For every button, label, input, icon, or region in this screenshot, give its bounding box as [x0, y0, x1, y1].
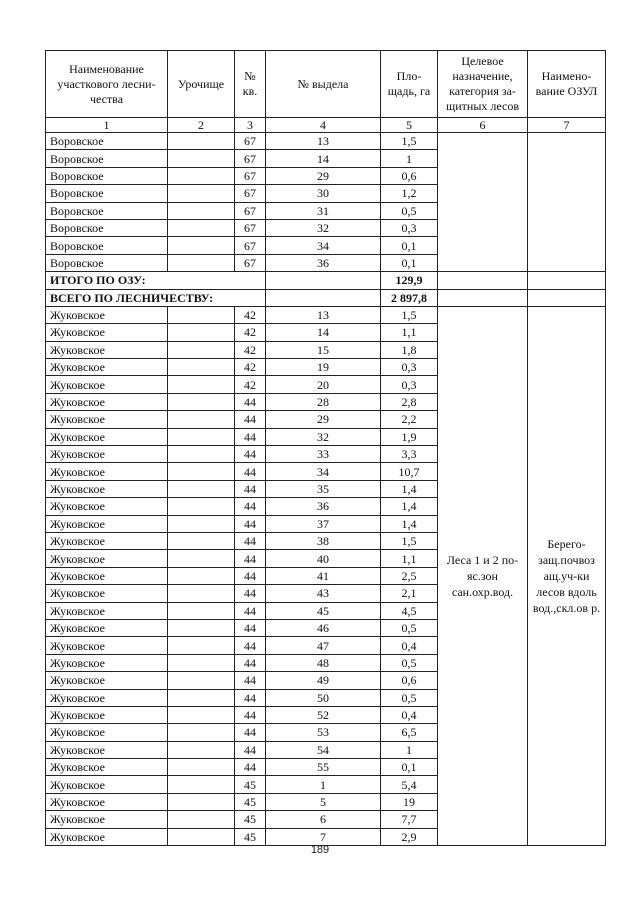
cell-plot: 13 [266, 306, 381, 323]
cell-plot: 36 [266, 254, 381, 271]
cell-area: 2,5 [381, 567, 438, 584]
cell-area: 0,6 [381, 672, 438, 689]
cell-plot: 43 [266, 585, 381, 602]
cell-quarter: 44 [235, 393, 266, 410]
cell-quarter: 44 [235, 706, 266, 723]
cell-tract [168, 202, 235, 219]
cell-plot: 7 [266, 828, 381, 845]
cell-quarter: 44 [235, 759, 266, 776]
cell-tract [168, 532, 235, 549]
cell-tract [168, 237, 235, 254]
cell-forestry: Воровское [46, 254, 168, 271]
cell-quarter: 67 [235, 237, 266, 254]
cell-area: 0,6 [381, 167, 438, 184]
cell-quarter: 44 [235, 428, 266, 445]
column-number: 4 [266, 118, 381, 133]
cell-plot: 14 [266, 324, 381, 341]
cell-forestry: Жуковское [46, 741, 168, 758]
cell-forestry: Жуковское [46, 811, 168, 828]
cell-plot: 30 [266, 185, 381, 202]
cell-tract [168, 776, 235, 793]
cell-plot: 20 [266, 376, 381, 393]
cell-tract [168, 828, 235, 845]
cell-plot: 34 [266, 237, 381, 254]
cell-quarter: 44 [235, 724, 266, 741]
cell-quarter: 44 [235, 446, 266, 463]
cell-area: 10,7 [381, 463, 438, 480]
cell-tract [168, 219, 235, 236]
cell-forestry: Жуковское [46, 376, 168, 393]
cell-area: 2,9 [381, 828, 438, 845]
cell-area: 0,5 [381, 689, 438, 706]
cell-plot: 13 [266, 133, 381, 150]
cell-quarter: 42 [235, 341, 266, 358]
cell-area: 1,5 [381, 532, 438, 549]
cell-plot: 49 [266, 672, 381, 689]
cell-area: 0,5 [381, 202, 438, 219]
cell-tract [168, 167, 235, 184]
cell-tract [168, 480, 235, 497]
cell-plot: 52 [266, 706, 381, 723]
cell-plot: 41 [266, 567, 381, 584]
cell-tract [168, 376, 235, 393]
cell-tract [168, 585, 235, 602]
cell-area: 0,3 [381, 219, 438, 236]
cell-quarter: 67 [235, 150, 266, 167]
cell-plot: 32 [266, 219, 381, 236]
cell-forestry: Жуковское [46, 793, 168, 810]
cell-tract [168, 706, 235, 723]
cell-tract [168, 602, 235, 619]
cell-empty [438, 289, 528, 306]
cell-tract [168, 428, 235, 445]
cell-tract [168, 654, 235, 671]
cell-quarter: 67 [235, 254, 266, 271]
cell-forestry: Жуковское [46, 689, 168, 706]
cell-empty [528, 272, 606, 289]
cell-forestry: Воровское [46, 133, 168, 150]
cell-quarter: 67 [235, 185, 266, 202]
cell-quarter: 44 [235, 654, 266, 671]
cell-plot: 6 [266, 811, 381, 828]
cell-plot: 15 [266, 341, 381, 358]
cell-forestry: Жуковское [46, 324, 168, 341]
cell-forestry: Жуковское [46, 463, 168, 480]
cell-tract [168, 341, 235, 358]
cell-area: 7,7 [381, 811, 438, 828]
cell-area: 1,8 [381, 341, 438, 358]
cell-plot: 1 [266, 776, 381, 793]
cell-empty [266, 272, 381, 289]
cell-plot: 28 [266, 393, 381, 410]
cell-area: 5,4 [381, 776, 438, 793]
cell-tract [168, 672, 235, 689]
cell-tract [168, 133, 235, 150]
cell-area: 1 [381, 150, 438, 167]
cell-forestry: Жуковское [46, 672, 168, 689]
total-row-ozu [46, 272, 606, 289]
cell-forestry: Воровское [46, 167, 168, 184]
cell-quarter: 44 [235, 637, 266, 654]
cell-tract [168, 793, 235, 810]
column-header-tract: Урочище [168, 51, 235, 118]
cell-area: 1 [381, 741, 438, 758]
cell-tract [168, 185, 235, 202]
cell-quarter: 44 [235, 689, 266, 706]
column-header-quarter: № кв. [235, 51, 266, 118]
cell-area: 1,4 [381, 515, 438, 532]
cell-tract [168, 515, 235, 532]
cell-quarter: 44 [235, 567, 266, 584]
table-row [46, 133, 606, 150]
cell-plot: 38 [266, 532, 381, 549]
cell-quarter: 67 [235, 167, 266, 184]
cell-area: 0,1 [381, 237, 438, 254]
total-value: 129,9 [381, 272, 438, 289]
cell-area: 0,4 [381, 706, 438, 723]
cell-plot: 31 [266, 202, 381, 219]
cell-quarter: 44 [235, 672, 266, 689]
cell-plot: 29 [266, 167, 381, 184]
total-label: ВСЕГО ПО ЛЕСНИЧЕСТВУ: [46, 289, 266, 306]
document-page [45, 50, 605, 846]
cell-area: 0,1 [381, 254, 438, 271]
column-header-ozul: Наимено-вание ОЗУЛ [528, 51, 606, 118]
cell-quarter: 42 [235, 359, 266, 376]
cell-quarter: 44 [235, 585, 266, 602]
cell-plot: 32 [266, 428, 381, 445]
cell-quarter: 44 [235, 498, 266, 515]
cell-forestry: Жуковское [46, 550, 168, 567]
cell-quarter: 44 [235, 515, 266, 532]
column-number-row [46, 118, 606, 133]
cell-forestry: Жуковское [46, 532, 168, 549]
cell-area: 1,5 [381, 133, 438, 150]
forest-register-table [45, 50, 606, 846]
cell-quarter: 42 [235, 324, 266, 341]
cell-plot: 45 [266, 602, 381, 619]
column-header-area: Пло-щадь, га [381, 51, 438, 118]
cell-area: 2,8 [381, 393, 438, 410]
cell-quarter: 44 [235, 550, 266, 567]
page-number: 189 [310, 844, 330, 856]
cell-purpose-merged [438, 133, 528, 272]
cell-plot: 47 [266, 637, 381, 654]
cell-area: 1,1 [381, 324, 438, 341]
cell-tract [168, 619, 235, 636]
cell-tract [168, 689, 235, 706]
cell-tract [168, 567, 235, 584]
cell-area: 0,3 [381, 359, 438, 376]
cell-forestry: Воровское [46, 237, 168, 254]
cell-forestry: Жуковское [46, 602, 168, 619]
cell-quarter: 42 [235, 306, 266, 323]
cell-forestry: Жуковское [46, 567, 168, 584]
cell-forestry: Жуковское [46, 480, 168, 497]
column-number: 3 [235, 118, 266, 133]
cell-quarter: 44 [235, 411, 266, 428]
cell-quarter: 45 [235, 776, 266, 793]
cell-quarter: 45 [235, 811, 266, 828]
table-row [46, 306, 606, 323]
cell-quarter: 45 [235, 793, 266, 810]
cell-area: 3,3 [381, 446, 438, 463]
cell-quarter: 44 [235, 463, 266, 480]
table-body [46, 133, 606, 846]
cell-quarter: 44 [235, 741, 266, 758]
cell-forestry: Жуковское [46, 359, 168, 376]
cell-tract [168, 324, 235, 341]
cell-forestry: Жуковское [46, 619, 168, 636]
cell-purpose-merged: Леса 1 и 2 по-яс.зон сан.охр.вод. [438, 306, 528, 845]
cell-tract [168, 498, 235, 515]
cell-forestry: Жуковское [46, 585, 168, 602]
cell-tract [168, 811, 235, 828]
cell-forestry: Жуковское [46, 306, 168, 323]
cell-tract [168, 254, 235, 271]
cell-area: 2,1 [381, 585, 438, 602]
cell-tract [168, 724, 235, 741]
cell-empty [266, 289, 381, 306]
cell-plot: 19 [266, 359, 381, 376]
cell-forestry: Воровское [46, 185, 168, 202]
column-header-forestry: Наименование участкового лесни-чества [46, 51, 168, 118]
cell-plot: 48 [266, 654, 381, 671]
cell-plot: 46 [266, 619, 381, 636]
cell-plot: 50 [266, 689, 381, 706]
cell-forestry: Жуковское [46, 393, 168, 410]
cell-plot: 14 [266, 150, 381, 167]
cell-area: 1,2 [381, 185, 438, 202]
cell-plot: 29 [266, 411, 381, 428]
cell-quarter: 44 [235, 602, 266, 619]
cell-area: 1,1 [381, 550, 438, 567]
cell-plot: 37 [266, 515, 381, 532]
cell-area: 0,5 [381, 619, 438, 636]
cell-quarter: 44 [235, 480, 266, 497]
cell-forestry: Жуковское [46, 498, 168, 515]
cell-tract [168, 411, 235, 428]
column-number: 1 [46, 118, 168, 133]
cell-forestry: Жуковское [46, 637, 168, 654]
cell-forestry: Воровское [46, 202, 168, 219]
column-header-purpose: Целевое назначение, категория за-щитных лесов [438, 51, 528, 118]
cell-area: 19 [381, 793, 438, 810]
cell-ozul-merged [528, 133, 606, 272]
cell-area: 1,9 [381, 428, 438, 445]
cell-area: 0,4 [381, 637, 438, 654]
cell-plot: 34 [266, 463, 381, 480]
column-header-plot: № выдела [266, 51, 381, 118]
total-label: ИТОГО ПО ОЗУ: [46, 272, 266, 289]
cell-ozul-merged: Берего-защ.почвоз ащ.уч-ки лесов вдоль вод.,скл.ов р. [528, 306, 606, 845]
cell-plot: 36 [266, 498, 381, 515]
cell-quarter: 45 [235, 828, 266, 845]
cell-tract [168, 393, 235, 410]
cell-area: 1,4 [381, 498, 438, 515]
cell-quarter: 42 [235, 376, 266, 393]
cell-forestry: Жуковское [46, 446, 168, 463]
cell-tract [168, 741, 235, 758]
cell-tract [168, 446, 235, 463]
cell-forestry: Жуковское [46, 515, 168, 532]
column-number: 5 [381, 118, 438, 133]
cell-tract [168, 759, 235, 776]
cell-quarter: 44 [235, 532, 266, 549]
cell-empty [438, 272, 528, 289]
total-value: 2 897,8 [381, 289, 438, 306]
cell-plot: 53 [266, 724, 381, 741]
cell-forestry: Жуковское [46, 654, 168, 671]
cell-forestry: Жуковское [46, 759, 168, 776]
cell-quarter: 44 [235, 619, 266, 636]
cell-area: 1,5 [381, 306, 438, 323]
cell-tract [168, 463, 235, 480]
cell-quarter: 67 [235, 133, 266, 150]
cell-empty [528, 289, 606, 306]
column-number: 2 [168, 118, 235, 133]
cell-forestry: Жуковское [46, 706, 168, 723]
cell-area: 0,5 [381, 654, 438, 671]
cell-tract [168, 637, 235, 654]
cell-plot: 5 [266, 793, 381, 810]
cell-area: 6,5 [381, 724, 438, 741]
cell-quarter: 67 [235, 202, 266, 219]
cell-area: 2,2 [381, 411, 438, 428]
total-row-forestry [46, 289, 606, 306]
cell-tract [168, 550, 235, 567]
table-header-row [46, 51, 606, 118]
cell-forestry: Жуковское [46, 776, 168, 793]
cell-tract [168, 359, 235, 376]
cell-forestry: Воровское [46, 219, 168, 236]
cell-forestry: Жуковское [46, 411, 168, 428]
cell-tract [168, 306, 235, 323]
cell-plot: 33 [266, 446, 381, 463]
cell-forestry: Жуковское [46, 341, 168, 358]
cell-area: 4,5 [381, 602, 438, 619]
cell-tract [168, 150, 235, 167]
cell-plot: 55 [266, 759, 381, 776]
cell-forestry: Жуковское [46, 828, 168, 845]
cell-area: 0,3 [381, 376, 438, 393]
cell-quarter: 67 [235, 219, 266, 236]
cell-forestry: Воровское [46, 150, 168, 167]
cell-forestry: Жуковское [46, 428, 168, 445]
column-number: 7 [528, 118, 606, 133]
cell-plot: 54 [266, 741, 381, 758]
cell-forestry: Жуковское [46, 724, 168, 741]
cell-plot: 40 [266, 550, 381, 567]
column-number: 6 [438, 118, 528, 133]
cell-plot: 35 [266, 480, 381, 497]
cell-area: 0,1 [381, 759, 438, 776]
cell-area: 1,4 [381, 480, 438, 497]
